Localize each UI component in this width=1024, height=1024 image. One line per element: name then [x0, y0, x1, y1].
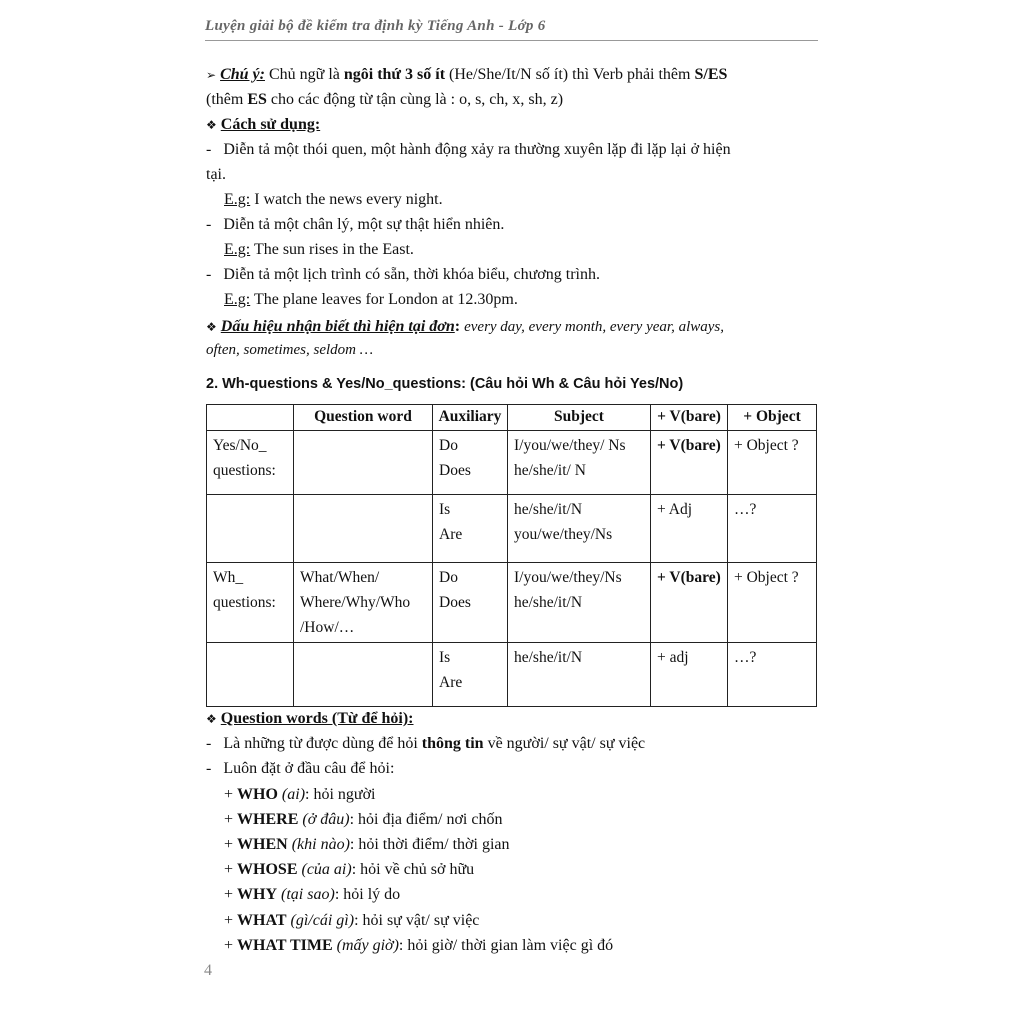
table-cell: + Object ? [728, 563, 817, 643]
header-text: Subject [554, 408, 604, 425]
qword-meaning: : hỏi người [305, 786, 376, 803]
qword-gloss: (ai) [281, 786, 306, 803]
qword-gloss: (ở đâu) [302, 811, 350, 828]
table-header-cell [207, 405, 294, 431]
plus-sign: + [224, 786, 234, 803]
header-text: Auxiliary [438, 408, 502, 425]
table-row [207, 431, 817, 495]
usage-item-3 [206, 266, 600, 284]
cell-text: + V(bare) [657, 569, 721, 586]
table-row [207, 495, 817, 563]
qwords-heading [206, 710, 414, 728]
plus-sign: + [224, 836, 234, 853]
plus-sign: + [224, 912, 234, 929]
qword: WHAT TIME [237, 937, 333, 954]
qword-gloss: (khi nào) [291, 836, 350, 853]
note-label: Chú ý: [220, 66, 265, 83]
qwords-bold: thông tin [421, 735, 484, 752]
section-2-title: 2. Wh-questions & Yes/No_questions: (Câu hỏi Wh & Câu hỏi Yes/No) [206, 376, 684, 392]
table-header-cell [294, 405, 433, 431]
plus-sign: + [224, 937, 234, 954]
usage-example-1 [224, 191, 443, 209]
dash-bullet: - [206, 141, 212, 158]
table-cell [294, 643, 433, 707]
dash-bullet: - [206, 216, 212, 233]
qwords-title: Question words (Từ để hỏi): [220, 710, 414, 727]
table-row [207, 643, 817, 707]
diamond-bullet-icon: ❖ [206, 118, 217, 132]
eg-text: The sun rises in the East. [253, 241, 414, 258]
table-cell: What/When/ Where/Why/Who /How/… [294, 563, 433, 643]
usage-heading [206, 116, 320, 134]
arrow-bullet-icon: ➢ [206, 68, 217, 82]
table-cell: Do Does [433, 563, 508, 643]
table-cell: + Object ? [728, 431, 817, 495]
eg-text: I watch the news every night. [254, 191, 443, 208]
table-header-cell [508, 405, 651, 431]
header-divider [205, 40, 818, 41]
table-header-cell [651, 405, 728, 431]
note-text: (He/She/It/N số ít) thì Verb phải thêm [449, 66, 691, 83]
note-bold: ngôi thứ 3 số ít [343, 66, 446, 83]
note-line-2 [206, 91, 563, 109]
qword: WHAT [237, 912, 287, 929]
qword-meaning: : hỏi về chủ sở hữu [351, 861, 475, 878]
qword-meaning: : hỏi địa điểm/ nơi chốn [349, 811, 503, 828]
eg-label: E.g: [224, 291, 251, 308]
table-cell [294, 495, 433, 563]
note-bold: S/ES [694, 66, 728, 83]
table-cell [207, 495, 294, 563]
plus-sign: + [224, 811, 234, 828]
page-number: 4 [204, 962, 212, 979]
qword-item [224, 836, 509, 854]
table-cell: I/you/we/they/ Ns he/she/it/ N [508, 431, 651, 495]
eg-text: The plane leaves for London at 12.30pm. [253, 291, 518, 308]
table-header-cell [433, 405, 508, 431]
usage-text: Diễn tả một chân lý, một sự thật hiển nhiên. [223, 216, 505, 233]
signs-line-2: often, sometimes, seldom … [206, 342, 374, 358]
qwords-text: về người/ sự vật/ sự việc [487, 735, 646, 752]
eg-label: E.g: [224, 241, 251, 258]
qword-item [224, 937, 613, 955]
table-cell: …? [728, 495, 817, 563]
signs-label: Dấu hiệu nhận biết thì hiện tại đơn [220, 318, 455, 335]
eg-label: E.g: [224, 191, 251, 208]
diamond-bullet-icon: ❖ [206, 712, 217, 726]
header-text: + V(bare) [657, 408, 721, 425]
qword-meaning: : hỏi thời điểm/ thời gian [349, 836, 510, 853]
usage-text: Diễn tả một thói quen, một hành động xảy ra thường xuyên lặp đi lặp lại ở hiện [223, 141, 731, 158]
qword-meaning: : hỏi sự vật/ sự việc [354, 912, 480, 929]
table-cell: Do Does [433, 431, 508, 495]
header-text: Question word [314, 408, 412, 425]
qword: WHOSE [237, 861, 298, 878]
qword: WHO [237, 786, 278, 803]
question-structure-table [206, 404, 817, 707]
qword-item [224, 912, 479, 930]
table-header-cell [728, 405, 817, 431]
page-header-title: Luyện giải bộ đề kiểm tra định kỳ Tiếng Anh - Lớp 6 [205, 18, 546, 34]
usage-title: Cách sử dụng: [220, 116, 321, 133]
table-cell: Wh_ questions: [207, 563, 294, 643]
table-cell [651, 563, 728, 643]
dash-bullet: - [206, 760, 212, 777]
table-cell: he/she/it/N you/we/they/Ns [508, 495, 651, 563]
qword-item [224, 811, 502, 829]
qword: WHERE [237, 811, 299, 828]
table-cell: Is Are [433, 643, 508, 707]
qword-gloss: (của ai) [301, 861, 352, 878]
table-cell: + Adj [651, 495, 728, 563]
qwords-text: Luôn đặt ở đầu câu để hỏi: [223, 760, 395, 777]
table-cell: Yes/No_ questions: [207, 431, 294, 495]
table-header-row [207, 405, 817, 431]
qword: WHY [237, 886, 278, 903]
diamond-bullet-icon: ❖ [206, 320, 217, 334]
note-text: cho các động từ tận cùng là : o, s, ch, x, sh, z) [270, 91, 564, 108]
note-text: Chủ ngữ là [268, 66, 340, 83]
plus-sign: + [224, 886, 234, 903]
qword: WHEN [237, 836, 288, 853]
note-bold: ES [247, 91, 267, 108]
qword-gloss: (gì/cái gì) [290, 912, 355, 929]
qword-meaning: : hỏi lý do [334, 886, 401, 903]
note-line-1 [206, 66, 727, 84]
plus-sign: + [224, 861, 234, 878]
qword-item [224, 786, 376, 804]
qword-meaning: : hỏi giờ/ thời gian làm việc gì đó [398, 937, 614, 954]
qword-item [224, 886, 400, 904]
usage-item-1-cont: tại. [206, 166, 226, 183]
dash-bullet: - [206, 735, 212, 752]
qword-gloss: (tại sao) [281, 886, 335, 903]
header-text: + Object [743, 408, 801, 425]
table-cell [207, 643, 294, 707]
table-cell [294, 431, 433, 495]
table-cell: + adj [651, 643, 728, 707]
table-cell: Is Are [433, 495, 508, 563]
signs-colon: : [454, 318, 461, 335]
cell-text: + V(bare) [657, 437, 721, 454]
qwords-desc-2 [206, 760, 394, 778]
qwords-desc-1 [206, 735, 645, 753]
usage-item-1 [206, 141, 731, 159]
note-text: (thêm [206, 91, 244, 108]
signs-line-1 [206, 318, 724, 336]
usage-item-2 [206, 216, 504, 234]
usage-example-2 [224, 241, 414, 259]
qword-item [224, 861, 474, 879]
usage-example-3 [224, 291, 518, 309]
dash-bullet: - [206, 266, 212, 283]
signs-examples: every day, every month, every year, always, [464, 319, 724, 335]
usage-text: Diễn tả một lịch trình có sẵn, thời khóa biểu, chương trình. [223, 266, 600, 283]
table-cell: …? [728, 643, 817, 707]
table-cell: he/she/it/N [508, 643, 651, 707]
table-cell: I/you/we/they/Ns he/she/it/N [508, 563, 651, 643]
qword-gloss: (mấy giờ) [336, 937, 399, 954]
table-row [207, 563, 817, 643]
qwords-text: Là những từ được dùng để hỏi [223, 735, 418, 752]
table-cell [651, 431, 728, 495]
